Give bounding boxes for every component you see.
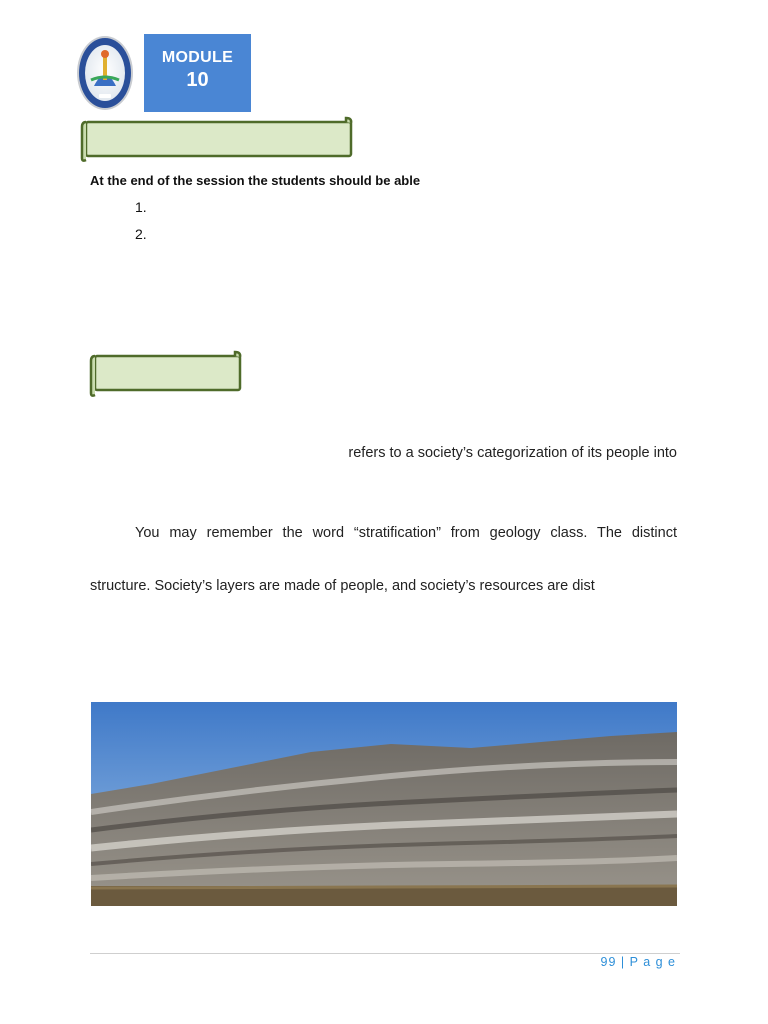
module-label: MODULE xyxy=(161,49,234,66)
paragraph-stratification: You may remember the word “stratification” from geology class. The distinct xyxy=(135,525,677,541)
paragraph-society-layers: structure. Society’s layers are made of people, and society’s resources are dist xyxy=(90,578,595,594)
objective-item-2: 2. xyxy=(135,226,147,242)
scroll-banner-icon xyxy=(80,116,355,163)
scroll-banner-icon xyxy=(89,350,244,398)
module-number: 10 xyxy=(186,69,209,91)
page-number: 99 | P a g e xyxy=(600,955,676,969)
university-seal-icon xyxy=(76,34,134,112)
stratified-rock-photo xyxy=(91,702,677,906)
objectives-heading: At the end of the session the students should be able xyxy=(90,173,421,188)
objective-item-1: 1. xyxy=(135,199,147,215)
module-badge xyxy=(144,34,251,112)
footer-divider xyxy=(90,953,680,954)
definition-line: refers to a society’s categorization of its people into xyxy=(348,445,677,461)
